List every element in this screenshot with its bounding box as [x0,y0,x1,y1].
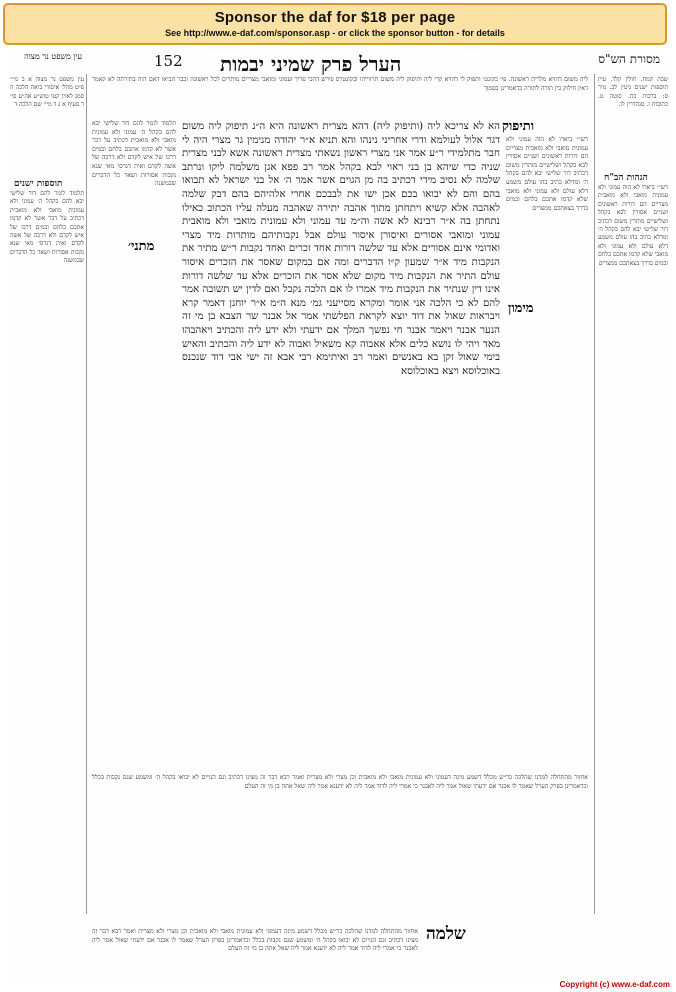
ein-mishpat-label: עין משפט נר מצוה [24,52,82,61]
gemara-main: הא לא צריכא ליה (ותיפוק ליה) דהא מצרית ראשונה היא ה״נ תיפוק ליה משום דגר אלול לעולמא ודרי אחריני נינהו והא תניא א״ר יהודה מנימין גר מצרי היה לי חבר מתלמידי ר״ע אמר אני מצרי ראשון נשאתי מצרית ראשונה אשא לבני מצרית שניה כדי שיהא בן בני ראוי לבא בקהל אמר רב פפא אגן משלמה ליקו ונרתב שלמה לא נסיב מידי דכתיב בה מן הגוים אשר אמר ה׳ אל בני ישראל לא תבואו בהם והם לא יבואו בכם אכן ישו את לבבכם אחרי אלהיהם בהם דבק שלמה לאהבה אלא קשיא ויתחתן מתוך אהבה יתירה שאהבה מעלה עליו הכתוב כאילו נתחתן בה א״ר רבינא לא אשה וה״מ עד עמוני ולא עמונית מואבי ולא מואבית עמוני ומואבי אסורים ואיסורן איסור עולם אבל נקבותיהם מותרות מיד מצרי ואדומי אינם אסורים אלא עד שלשה דורות אחד זכרים ואחד נקבות ר״ש מתיר את הנקבות מיד א״ר שמעון ק״ו הדברים ומה אם במקום שאסר את הזכרים איסור עולם התיר את הנקבות מיד מקום שלא אסר את הזכרים אלא עד שלשה דורות אינו דין שנתיר את הנקבות מיד אמרו לו אם הלכה נקבל ואם לדין יש תשובה אמר להם לא כי הלכה אני אומר ומקרא מסייעני גמ׳ מנא ה״מ א״ר יוחנן דאמר קרא ויבראות שאול את דוד יוצא לקראת הפלשתי אמר אל אבנר שר הצבא בן מי זה הנער אבנר ויאמר אבנר חי נפשך המלך אם ידעתי ולא ידע ליה והכתיב ויאהבהו מאד ויהי לו נושא כלים אלא אאבוה קא משאיל ואבוה לא ידע ליה והכתיב והאיש בימי שאול זקן בא באנשים ואמר רב ואיתימא רבי אבא זה ישי אבי דוד שנכנס באוכלוסא ויצא באוכלוסא [182,121,500,377]
page-title: הערל פרק שמיני יבמות [220,52,402,76]
sponsor-banner[interactable] [3,3,667,45]
hagahot-column: רש״י ביארו לא הוה עמוני ולא עמונית מואבי ולא מואבית מצריים הם דורות ראשונים ושניים אסורין לבא בקהל ושלישיים מותרין משום דכתיב דור שלישי יבא להם בקהל ה׳ ומדלא כתיב בהו עולם משמע דלא עולם ולא עמוני ולא מואבי שלא קדמו אתכם בלחם ובמים בדרך בצאתכם ממצרים [598,184,668,267]
maimon-heading: מימון [508,301,534,316]
tosafot-yeshanim-column: תלמוד לומר להם דור שלישי יבא להם בקהל ה׳ עמוני ולא עמונית מואבי ולא מואבית דכתיב על דבר אשר לא קדמו אתכם בלחם ובמים דרכו של איש לקדם ולא דרכה של אשה לקדם ואית דגרסי מאי שנא נקבות אסורות ושאר כל הדברים שבמשנה [10,190,84,265]
masoret-column: שבת קמח. חולין קלד. עיין תוספות ישנים גיטין לב. נזיר ס: ברכות כח. סוטה ט. כתובות ז. סנהדרין לו. [598,76,668,109]
sponsor-subtitle: See http://www.e-daf.com/sponsor.asp - or click the sponsor button - for details [165,28,505,38]
masoret-label: מסורת הש"ס [598,52,660,66]
vetosafot-heading: ותיפוק [502,119,535,134]
daf-page [8,50,670,980]
hagahot-heading: הגהות הב"ח [604,173,648,183]
rashi-column: תלמוד לומר להם דור שלישי יבא להם בקהל ה׳ עמוני ולא עמונית מואבי ולא מואבית דכתיב על דבר אשר לא קדמו אתכם בלחם ובמים דרכו של איש לקדם ולא דרכה של אשה לקדם ואית דגרסי מאי שנא נקבות אסורות ושאר כל הדברים שבמשנה [92,120,176,188]
bottom-commentary-end: אחזור מהתחלה למדנו שהלכה כר״ש מכלל דשמע מינה דעמוני ולא עמונית מואבי ולא מואבית וכן מצרי ולא מצרית ואמר רבא דבר זה מצינו דכתיב וגם הגויים לא יבואו בקהל ה׳ ומשמע שגם נקבות בכלל וכדאמרינן בפרק הערל שאמר לו אבנר אם ידעתי שאול אמר ליה לאבנר כי אמרי ליה לדוד אמר ליה לא ידענא אמר ליה שאל אתה בן מי זה העלם [92,928,418,953]
matnitin-heading: מתני׳ [128,239,155,254]
ein-mishpat-column: עין משפט נר מצוה א ב מיי׳ פ״ט מהל׳ איסורי ביאה הלכה ה סמג לאוין קטו טוש״ע אה״ע סי׳ ד סעיף א ג ד מיי׳ שם הלכה ד [10,76,84,109]
shlomo-heading: שלמה [426,924,466,944]
bottom-commentary: אחזור מהתחלה למדנו שהלכה כר״ש מכלל דשמע מינה דעמוני ולא עמונית מואבי ולא מואבית וכן מצרי ולא מצרית ואמר רבא דבר זה מצינו דכתיב וגם הגויים לא יבואו בקהל ה׳ ומשמע שגם נקבות בכלל וכדאמרינן בפרק הערל שאמר לו אבנר אם ידעתי שאול אמר ליה לאבנר כי אמרי ליה לדוד אמר ליה לא ידענא אמר ליה שאל אתה בן מי זה העלם [92,774,588,790]
right-margin-divider [594,74,595,914]
copyright-notice[interactable]: Copyright (c) www.e-daf.com [559,980,670,989]
top-commentary: ליה משום דהויא מלרית ראשונה. פי׳ בקונט׳ ותפוק לי דהויא קרי ליה ותיפוק ליה משום תרווייהו ובקונטרס פירש דהכי פריך ועמוני ומואבי מצריים מותרים לכל ראשונה וכבר הביאו דאם היה בתירתה לא קאמר דאין חילוק בין תורה לתורה כדאמרינן בסמוך [92,76,588,92]
tosafot-yeshanim-heading: תוספות ישנים [14,179,63,189]
page-header [8,50,670,76]
sponsor-title: Sponsor the daf for $18 per page [214,9,456,26]
left-margin-divider [86,74,87,914]
page-number: 152 [154,52,183,70]
tosafot-column: רש״י ביארו לא הוה עמוני ולא עמונית מואבי ולא מואבית מצריים הם דורות ראשונים ושניים אסורין לבא בקהל ושלישיים מותרין משום דכתיב דור שלישי יבא להם בקהל ה׳ ומדלא כתיב בהו עולם משמע דלא עולם ולא עמוני ולא מואבי שלא קדמו אתכם בלחם ובמים בדרך בצאתכם ממצרים [506,136,588,212]
